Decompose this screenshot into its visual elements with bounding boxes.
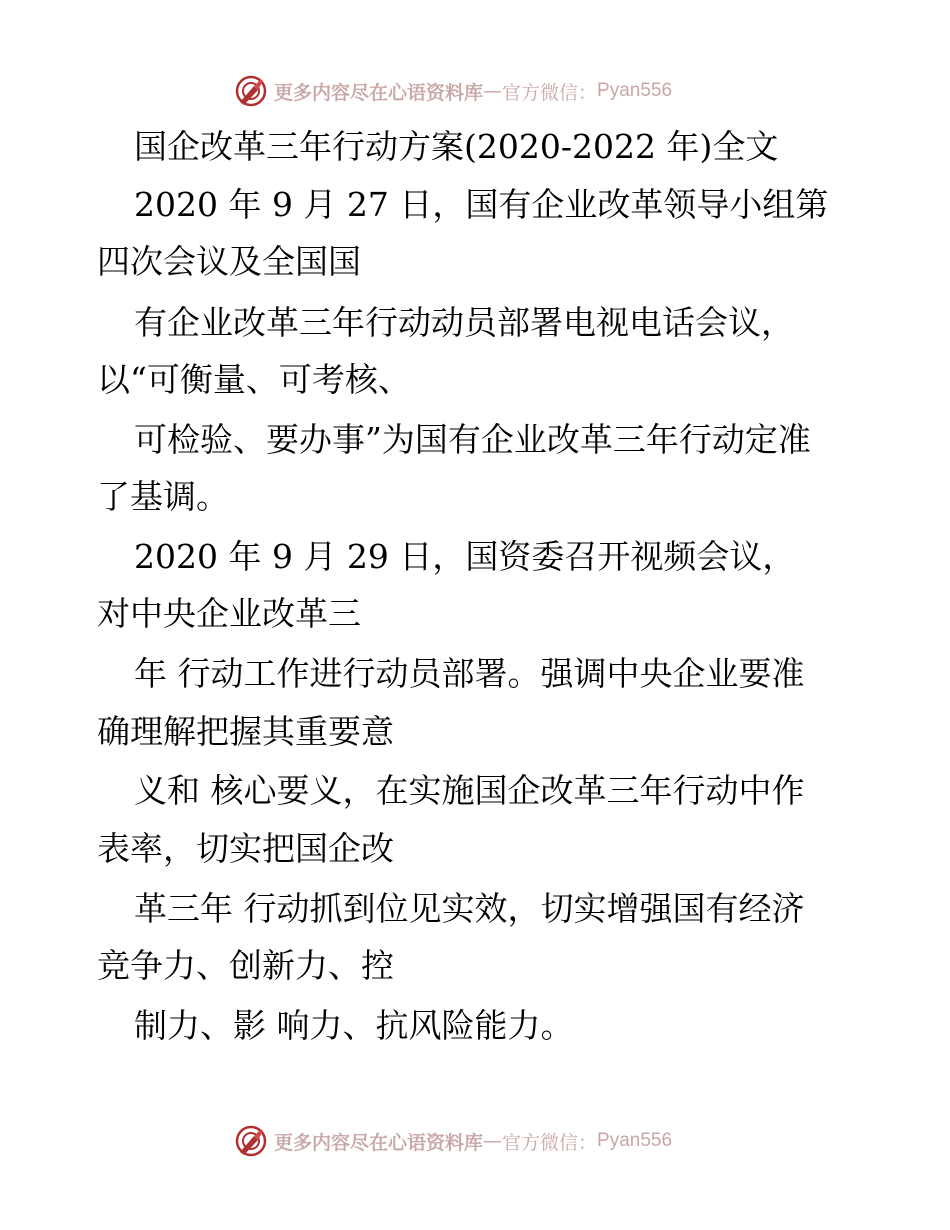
watermark-contact-label: 官方微信：: [502, 1131, 598, 1154]
paragraph-line: 2020 年 9 月 29 日，国资委召开视频会议，: [134, 537, 796, 576]
paragraph-line: 对中央企业改革三: [97, 594, 361, 633]
watermark-footer: [234, 1124, 672, 1158]
watermark-separator: —: [483, 1130, 503, 1152]
paragraph-line: 表率，切实把国企改: [97, 829, 394, 868]
watermark-site-text: 更多内容尽在心语资料库: [274, 1131, 484, 1154]
logo-icon: [234, 1124, 268, 1158]
watermark-contact-id: Pyan556: [597, 80, 673, 101]
watermark-header: [234, 74, 672, 108]
watermark-contact-id: Pyan556: [597, 1130, 673, 1151]
paragraph-line: 竞争力、创新力、控: [97, 946, 394, 985]
paragraph-line: 可检验、要办事”为国有企业改革三年行动定准: [134, 420, 811, 459]
paragraph-line: 有企业改革三年行动动员部署电视电话会议，: [134, 303, 794, 342]
paragraph-line: 年 行动工作进行动员部署。强调中央企业要准: [134, 654, 805, 693]
document-title: 国企改革三年行动方案(2020-2022 年)全文: [134, 127, 779, 166]
paragraph-line: 以“可衡量、可考核、: [97, 360, 411, 399]
paragraph-line: 确理解把握其重要意: [97, 712, 394, 751]
logo-icon: [234, 74, 268, 108]
paragraph-line: 了基调。: [97, 477, 229, 516]
paragraph-line: 革三年 行动抓到位见实效，切实增强国有经济: [134, 889, 805, 928]
watermark-site-text: 更多内容尽在心语资料库: [274, 81, 484, 104]
watermark-contact-label: 官方微信：: [502, 81, 598, 104]
paragraph-line: 义和 核心要义，在实施国企改革三年行动中作: [134, 771, 805, 810]
paragraph-line: 四次会议及全国国: [97, 242, 361, 281]
paragraph-line: 2020 年 9 月 27 日，国有企业改革领导小组第: [134, 185, 829, 224]
watermark-separator: —: [483, 80, 503, 102]
paragraph-line: 制力、影 响力、抗风险能力。: [134, 1006, 574, 1045]
